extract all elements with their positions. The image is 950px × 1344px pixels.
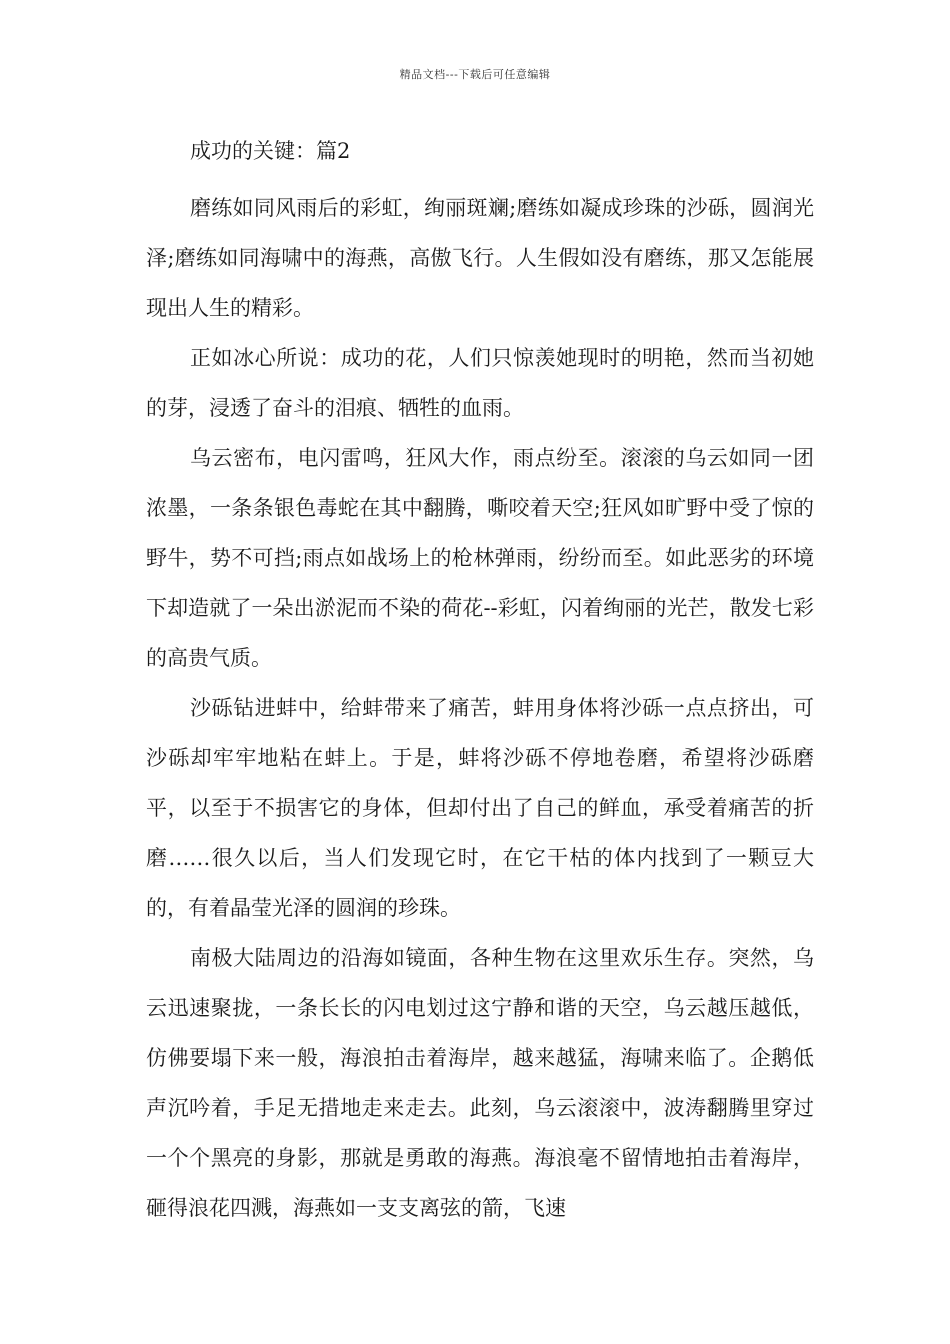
- paragraph-2: 正如冰心所说：成功的花，人们只惊羡她现时的明艳，然而当初她的芽，浸透了奋斗的泪痕、牺牲的血雨。: [146, 346, 814, 420]
- paragraph-3: 乌云密布，电闪雷鸣，狂风大作，雨点纷至。滚滚的乌云如同一团浓墨，一条条银色毒蛇在其中翻腾，嘶咬着天空;狂风如旷野中受了惊的野牛，势不可挡;雨点如战场上的枪林弹雨，纷纷而至。如此恶劣的环境下却造就了一朵出淤泥而不染的荷花--彩虹，闪着绚丽的光芒，散发七彩的高贵气质。: [146, 446, 814, 670]
- page-header: 精品文档---下载后可任意编辑: [399, 68, 551, 81]
- paragraph-1: 磨练如同风雨后的彩虹，绚丽斑斓;磨练如凝成珍珠的沙砾，圆润光泽;磨练如同海啸中的海燕，高傲飞行。人生假如没有磨练，那又怎能展现出人生的精彩。: [146, 196, 814, 320]
- paragraph-5: 南极大陆周边的沿海如镜面，各种生物在这里欢乐生存。突然，乌云迅速聚拢，一条长长的闪电划过这宁静和谐的天空，乌云越压越低，仿佛要塌下来一般，海浪拍击着海岸，越来越猛，海啸来临了。企鹅低声沉吟着，手足无措地走来走去。此刻，乌云滚滚中，波涛翻腾里穿过一个个黑亮的身影，那就是勇敢的海燕。海浪毫不留情地拍击着海岸，砸得浪花四溅，海燕如一支支离弦的箭，飞速: [146, 946, 814, 1220]
- document-title: 成功的关键：篇2: [190, 139, 351, 163]
- paragraph-4: 沙砾钻进蚌中，给蚌带来了痛苦，蚌用身体将沙砾一点点挤出，可沙砾却牢牢地粘在蚌上。于是，蚌将沙砾不停地卷磨，希望将沙砾磨平，以至于不损害它的身体，但却付出了自己的鲜血，承受着痛苦的折磨……很久以后，当人们发现它时，在它干枯的体内找到了一颗豆大的，有着晶莹光泽的圆润的珍珠。: [146, 696, 814, 920]
- document-body: [146, 133, 814, 1233]
